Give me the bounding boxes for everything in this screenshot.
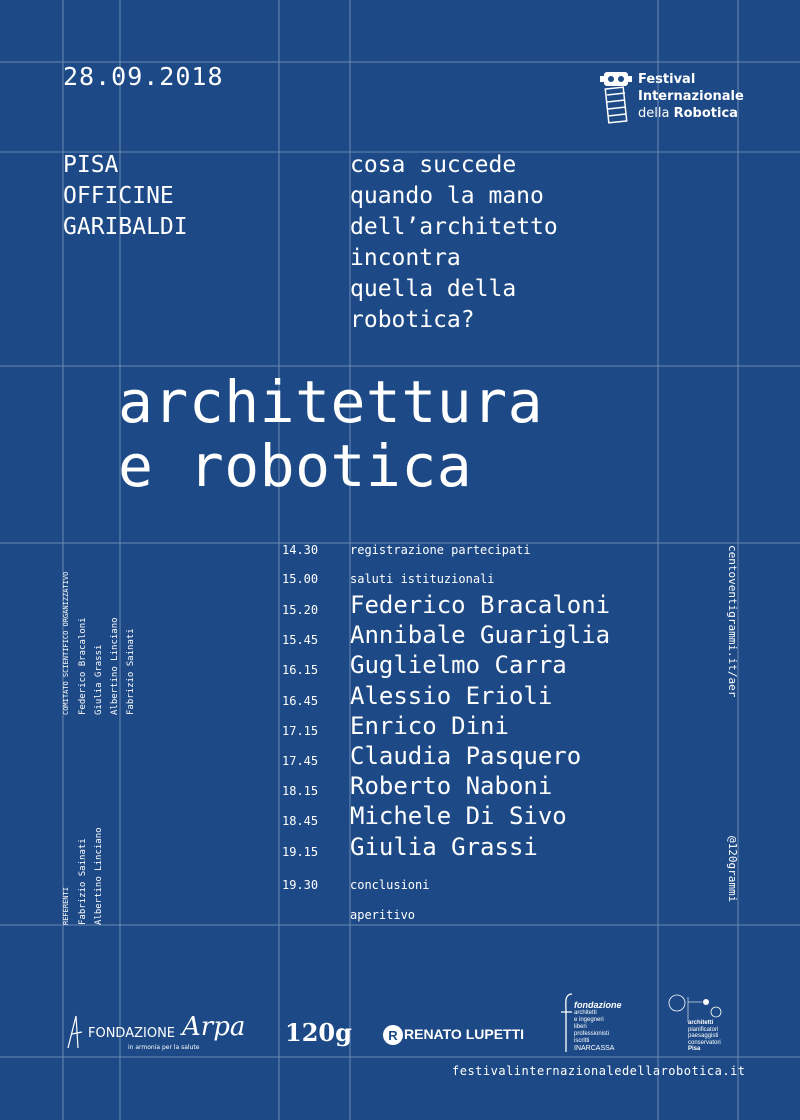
question-line: quando la mano — [350, 183, 544, 209]
referents-heading: REFERENTI — [62, 887, 70, 925]
speaker-name: Federico Bracaloni — [350, 591, 611, 619]
sponsor-ordine-architetti — [668, 994, 738, 1056]
speaker-name: Annibale Guariglia — [350, 621, 611, 649]
program-time: 17.45 — [282, 754, 319, 768]
ordine-line: conservatori — [688, 1039, 721, 1046]
festival-logo-line3a: della — [638, 106, 670, 121]
website-link[interactable]: centoventigrammi.it/aer — [726, 545, 739, 698]
inarcassa-line: fondazione — [574, 1000, 622, 1010]
lupetti-name: RENATO LUPETTI — [404, 1026, 525, 1042]
inarcassa-line: architetti — [574, 1010, 597, 1016]
program-activity: registrazione partecipati — [350, 543, 531, 557]
main-title-line: e robotica — [118, 432, 473, 500]
arpa-name: FONDAZIONE — [88, 1026, 176, 1041]
program-time: 15.45 — [282, 633, 319, 647]
program-time: 16.15 — [282, 663, 319, 677]
location-line: GARIBALDI — [63, 214, 188, 240]
ordine-line: architetti — [688, 1020, 714, 1026]
question-line: dell’architetto — [350, 214, 558, 240]
program-activity: conclusioni — [350, 878, 430, 892]
festival-logo-line2: Internazionale — [638, 89, 744, 104]
question-line: incontra — [350, 245, 461, 271]
program-time: 16.45 — [282, 694, 319, 708]
main-title — [118, 370, 543, 498]
inarcassa-line: iscritti — [574, 1038, 590, 1044]
committee-member: Fabrizio Sainati — [126, 628, 136, 715]
program-time: 18.45 — [282, 814, 319, 828]
committee-member: Giulia Grassi — [94, 644, 104, 715]
program-activity: aperitivo — [350, 908, 416, 922]
speaker-name: Roberto Naboni — [350, 772, 553, 800]
sponsor-120g: 120g — [285, 1018, 352, 1047]
inarcassa-line: INARCASSA — [574, 1045, 615, 1052]
question-line: cosa succede — [350, 152, 517, 178]
program-time: 15.00 — [282, 572, 319, 586]
ordine-line: Pisa — [688, 1046, 701, 1052]
footer-website-link[interactable]: festivalinternazionaledellarobotica.it — [452, 1064, 746, 1078]
ordine-line: paesaggisti — [688, 1033, 719, 1039]
social-handle[interactable]: @120grammi — [726, 836, 739, 903]
program-time: 17.15 — [282, 724, 319, 738]
festival-logo-line3b: Robotica — [673, 106, 738, 121]
event-date: 28.09.2018 — [63, 62, 224, 91]
referent-member: Albertino Linciano — [94, 827, 104, 925]
arpa-leaf-icon — [66, 1014, 86, 1050]
inarcassa-line: e ingegneri — [574, 1017, 604, 1023]
speaker-name: Giulia Grassi — [350, 833, 538, 861]
ordine-line: pianificatori — [688, 1026, 719, 1033]
inarcassa-line: liberi — [574, 1024, 587, 1030]
speaker-name: Enrico Dini — [350, 712, 509, 740]
inarcassa-line: professionisti — [574, 1031, 610, 1037]
main-title-line: architettura — [118, 368, 544, 436]
program-time: 15.20 — [282, 603, 319, 617]
arpa-tagline: in armonia per la salute — [128, 1044, 200, 1051]
committee-heading: COMITATO SCIENTIFICO ORGANIZZATIVO — [62, 571, 70, 715]
speaker-name: Claudia Pasquero — [350, 742, 582, 770]
location-line: PISA — [63, 152, 119, 178]
committee-member: Federico Bracaloni — [78, 617, 88, 715]
program-time: 18.15 — [282, 784, 319, 798]
location-line: OFFICINE — [63, 183, 174, 209]
speaker-name: Guglielmo Carra — [350, 651, 567, 679]
sponsor-inarcassa — [560, 992, 640, 1054]
program-time: 19.30 — [282, 878, 319, 892]
lupetti-r-icon — [382, 1024, 404, 1046]
committee-member: Albertino Linciano — [110, 617, 120, 715]
program-time: 19.15 — [282, 845, 319, 859]
svg-text:R: R — [388, 1028, 398, 1043]
sponsor-arpa — [66, 1012, 256, 1057]
question — [350, 150, 558, 336]
speaker-name: Michele Di Sivo — [350, 802, 567, 830]
program-activity: saluti istituzionali — [350, 572, 495, 586]
location — [63, 150, 188, 243]
speaker-name: Alessio Erioli — [350, 682, 553, 710]
arpa-brand: Arpa — [182, 1012, 246, 1042]
referent-member: Fabrizio Sainati — [78, 838, 88, 925]
question-line: robotica? — [350, 307, 475, 333]
festival-logo — [598, 68, 744, 128]
program-time: 14.30 — [282, 543, 319, 557]
robot-tower-icon — [598, 68, 634, 126]
question-line: quella della — [350, 276, 517, 302]
festival-logo-line1: Festival — [638, 72, 696, 87]
